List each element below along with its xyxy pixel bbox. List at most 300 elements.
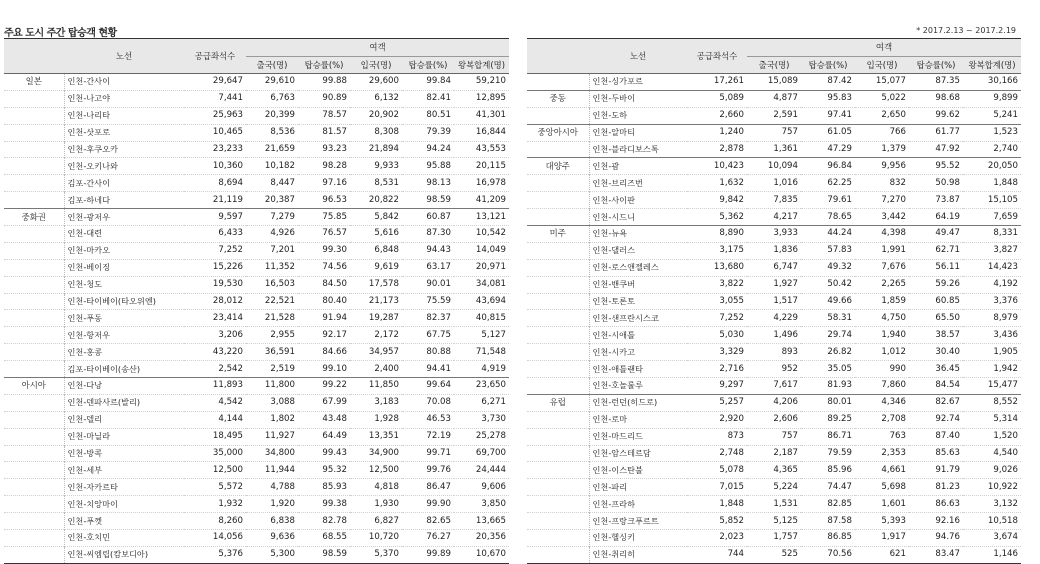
value-cell: 18,495 xyxy=(212,431,243,442)
value-cell: 952 xyxy=(781,363,798,374)
value-cell: 99.84 xyxy=(426,76,451,87)
table-row xyxy=(527,192,1021,209)
value-cell: 12,500 xyxy=(368,464,399,475)
value-cell: 95.83 xyxy=(801,90,855,107)
value-cell: 10,465 xyxy=(212,127,243,138)
header-round-total: 왕복합계(명) xyxy=(963,57,1021,74)
value-cell: 99.10 xyxy=(322,363,347,374)
value-cell: 4,750 xyxy=(881,312,906,323)
table-row xyxy=(4,158,509,175)
value-cell: 25,963 xyxy=(212,110,243,121)
table-row xyxy=(4,378,509,395)
value-cell: 20,399 xyxy=(264,110,295,121)
value-cell: 13,665 xyxy=(475,515,506,526)
value-cell: 74.56 xyxy=(322,262,347,273)
value-cell: 90.01 xyxy=(426,279,451,290)
table-row xyxy=(4,411,509,428)
value-cell: 3,730 xyxy=(481,414,506,425)
value-cell: 832 xyxy=(889,177,906,188)
value-cell: 3,088 xyxy=(270,397,295,408)
value-cell: 2,708 xyxy=(881,414,906,425)
value-cell: 17,261 xyxy=(713,76,744,87)
value-cell: 893 xyxy=(781,346,798,357)
value-cell: 61.77 xyxy=(909,124,963,141)
value-cell: 75.59 xyxy=(426,296,451,307)
value-cell: 10,094 xyxy=(747,158,801,175)
header-depart: 출국(명) xyxy=(747,57,801,74)
value-cell: 2,878 xyxy=(719,144,744,154)
value-cell: 21,528 xyxy=(264,312,295,323)
value-cell: 2,353 xyxy=(881,448,906,459)
route-cell: 인천-런던(히드로) xyxy=(589,394,687,411)
value-cell: 5,393 xyxy=(881,515,906,526)
value-cell: 86.85 xyxy=(827,532,852,543)
route-cell: 김포-간사이 xyxy=(64,175,184,192)
value-cell: 1,757 xyxy=(773,532,798,543)
value-cell: 757 xyxy=(747,124,801,141)
value-cell: 34,957 xyxy=(368,346,399,357)
value-cell: 80.88 xyxy=(426,346,451,357)
value-cell: 1,146 xyxy=(993,549,1018,560)
table-row xyxy=(4,479,509,496)
table-row xyxy=(527,124,1021,141)
value-cell: 4,661 xyxy=(881,464,906,475)
value-cell: 20,115 xyxy=(475,160,506,171)
value-cell: 46.53 xyxy=(426,414,451,425)
value-cell: 1,920 xyxy=(270,498,295,509)
value-cell: 3,132 xyxy=(993,498,1018,509)
value-cell: 1,240 xyxy=(687,124,747,141)
value-cell: 5,257 xyxy=(687,394,747,411)
value-cell: 89.25 xyxy=(827,414,852,425)
value-cell: 15,477 xyxy=(987,380,1018,391)
value-cell: 8,531 xyxy=(374,177,399,188)
value-cell: 29.74 xyxy=(827,329,852,340)
value-cell: 1,942 xyxy=(993,363,1018,374)
table-row xyxy=(527,546,1021,563)
value-cell: 91.94 xyxy=(322,312,347,323)
route-cell: 인천-시드니 xyxy=(589,209,687,226)
value-cell: 7,252 xyxy=(719,312,744,323)
value-cell: 67.75 xyxy=(426,329,451,340)
route-cell: 인천-괌 xyxy=(589,158,687,175)
value-cell: 9,933 xyxy=(374,160,399,171)
value-cell: 62.25 xyxy=(827,177,852,188)
table-row xyxy=(4,192,509,209)
value-cell: 10,922 xyxy=(987,481,1018,492)
table-row xyxy=(527,428,1021,445)
region-label: 대양주 xyxy=(527,158,589,175)
value-cell: 20,050 xyxy=(963,158,1021,175)
right-table-body xyxy=(527,74,1021,564)
value-cell: 76.57 xyxy=(322,228,347,239)
header-arrive-rate: 탑승률(%) xyxy=(402,57,454,74)
table-row xyxy=(4,496,509,513)
value-cell: 9,899 xyxy=(963,90,1021,107)
value-cell: 25,278 xyxy=(475,431,506,442)
value-cell: 4,229 xyxy=(773,312,798,323)
value-cell: 9,606 xyxy=(481,481,506,492)
value-cell: 4,540 xyxy=(993,448,1018,459)
value-cell: 92.17 xyxy=(322,329,347,340)
value-cell: 11,850 xyxy=(350,378,402,395)
value-cell: 5,362 xyxy=(719,211,744,222)
value-cell: 3,850 xyxy=(481,498,506,509)
value-cell: 82.41 xyxy=(426,93,451,104)
value-cell: 84.50 xyxy=(322,279,347,290)
value-cell: 78.65 xyxy=(827,211,852,222)
value-cell: 29,600 xyxy=(368,76,399,87)
value-cell: 67.99 xyxy=(322,397,347,408)
table-row xyxy=(4,546,509,563)
value-cell: 87.58 xyxy=(827,515,852,526)
table-row xyxy=(527,361,1021,378)
date-range: * 2017.2.13 ~ 2017.2.19 xyxy=(916,26,1016,35)
value-cell: 10,542 xyxy=(475,228,506,239)
value-cell: 34,800 xyxy=(264,448,295,459)
region-label: 중화권 xyxy=(4,209,64,226)
table-row xyxy=(4,175,509,192)
value-cell: 47.29 xyxy=(827,144,852,154)
route-cell: 인천-호놀룰루 xyxy=(589,378,687,395)
value-cell: 64.49 xyxy=(322,431,347,442)
route-cell: 인천-나고야 xyxy=(64,90,184,107)
value-cell: 11,927 xyxy=(264,431,295,442)
value-cell: 14,056 xyxy=(212,532,243,543)
value-cell: 7,441 xyxy=(218,93,243,104)
value-cell: 59.26 xyxy=(935,279,960,290)
route-cell: 인천-시카고 xyxy=(589,344,687,361)
value-cell: 5,616 xyxy=(374,228,399,239)
value-cell: 21,173 xyxy=(368,296,399,307)
value-cell: 40,815 xyxy=(475,312,506,323)
route-cell: 인천-광저우 xyxy=(64,209,184,226)
value-cell: 85.93 xyxy=(322,481,347,492)
value-cell: 3,055 xyxy=(719,296,744,307)
value-cell: 83.47 xyxy=(935,549,960,560)
value-cell: 9,597 xyxy=(184,209,246,226)
value-cell: 7,676 xyxy=(881,262,906,273)
value-cell: 30,166 xyxy=(987,76,1018,87)
value-cell: 23,650 xyxy=(454,378,509,395)
route-cell: 인천-싱가포르 xyxy=(589,74,687,91)
value-cell: 621 xyxy=(889,549,906,560)
value-cell: 2,023 xyxy=(719,532,744,543)
value-cell: 81.93 xyxy=(827,380,852,391)
value-cell: 26.82 xyxy=(827,346,852,357)
value-cell: 5,030 xyxy=(719,329,744,340)
value-cell: 6,433 xyxy=(218,228,243,239)
value-cell: 766 xyxy=(855,124,909,141)
route-cell: 인천-마드리드 xyxy=(589,428,687,445)
table-row xyxy=(527,378,1021,395)
table-row xyxy=(527,327,1021,344)
value-cell: 3,175 xyxy=(719,245,744,256)
value-cell: 24,444 xyxy=(475,464,506,475)
value-cell: 29,610 xyxy=(264,76,295,87)
value-cell: 1,917 xyxy=(881,532,906,543)
value-cell: 1,012 xyxy=(881,346,906,357)
value-cell: 11,944 xyxy=(264,464,295,475)
value-cell: 63.17 xyxy=(426,262,451,273)
value-cell: 9,297 xyxy=(719,380,744,391)
table-row xyxy=(527,175,1021,192)
value-cell: 44.24 xyxy=(801,226,855,243)
value-cell: 10,720 xyxy=(368,532,399,543)
value-cell: 4,877 xyxy=(747,90,801,107)
value-cell: 10,670 xyxy=(475,549,506,560)
value-cell: 5,698 xyxy=(881,481,906,492)
value-cell: 525 xyxy=(781,549,798,560)
value-cell: 5,022 xyxy=(855,90,909,107)
route-cell: 인천-치앙마이 xyxy=(64,496,184,513)
value-cell: 6,132 xyxy=(374,93,399,104)
table-row xyxy=(4,462,509,479)
route-cell: 인천-도하 xyxy=(589,107,687,124)
value-cell: 2,606 xyxy=(773,414,798,425)
value-cell: 56.11 xyxy=(935,262,960,273)
value-cell: 80.01 xyxy=(801,394,855,411)
value-cell: 49.66 xyxy=(827,296,852,307)
value-cell: 93.23 xyxy=(322,144,347,154)
value-cell: 7,659 xyxy=(993,211,1018,222)
value-cell: 4,217 xyxy=(773,211,798,222)
value-cell: 86.47 xyxy=(426,481,451,492)
route-cell: 인천-호치민 xyxy=(64,530,184,547)
value-cell: 60.85 xyxy=(935,296,960,307)
route-cell: 인천-방콕 xyxy=(64,445,184,462)
table-row xyxy=(4,124,509,141)
value-cell: 57.83 xyxy=(827,245,852,256)
value-cell: 2,650 xyxy=(881,110,906,121)
value-cell: 84.66 xyxy=(322,346,347,357)
value-cell: 35.05 xyxy=(827,363,852,374)
value-cell: 8,447 xyxy=(270,177,295,188)
route-cell: 김포-타이베이(송산) xyxy=(64,361,184,378)
value-cell: 85.96 xyxy=(827,464,852,475)
header-passengers: 여객 xyxy=(246,39,509,57)
value-cell: 10,360 xyxy=(212,160,243,171)
value-cell: 64.19 xyxy=(935,211,960,222)
value-cell: 9,619 xyxy=(374,262,399,273)
value-cell: 5,852 xyxy=(719,515,744,526)
value-cell: 65.50 xyxy=(935,312,960,323)
value-cell: 99.62 xyxy=(935,110,960,121)
value-cell: 14,423 xyxy=(987,262,1018,273)
value-cell: 3,376 xyxy=(993,296,1018,307)
route-cell: 인천-청도 xyxy=(64,276,184,293)
value-cell: 19,287 xyxy=(368,312,399,323)
value-cell: 5,314 xyxy=(993,414,1018,425)
value-cell: 76.27 xyxy=(426,532,451,543)
route-cell: 인천-브리즈번 xyxy=(589,175,687,192)
page-title: 주요 도시 주간 탑승객 현황 xyxy=(4,28,117,39)
value-cell: 4,192 xyxy=(993,279,1018,290)
value-cell: 71,548 xyxy=(475,346,506,357)
value-cell: 1,496 xyxy=(773,329,798,340)
table-row xyxy=(4,141,509,158)
value-cell: 74.47 xyxy=(827,481,852,492)
route-cell: 인천-뉴욕 xyxy=(589,226,687,243)
value-cell: 1,802 xyxy=(270,414,295,425)
route-cell: 인천-삿포로 xyxy=(64,124,184,141)
route-cell: 인천-간사이 xyxy=(64,74,184,91)
value-cell: 5,241 xyxy=(993,110,1018,121)
value-cell: 82.65 xyxy=(426,515,451,526)
left-table-body xyxy=(4,74,509,564)
value-cell: 94.43 xyxy=(426,245,451,256)
header-depart-rate: 탑승률(%) xyxy=(801,57,855,74)
value-cell: 85.63 xyxy=(935,448,960,459)
route-cell: 인천-애틀랜타 xyxy=(589,361,687,378)
value-cell: 9,956 xyxy=(855,158,909,175)
left-passenger-table xyxy=(4,38,509,564)
value-cell: 34,081 xyxy=(475,279,506,290)
value-cell: 4,144 xyxy=(218,414,243,425)
value-cell: 80.51 xyxy=(426,110,451,121)
route-cell: 인천-로스앤젤레스 xyxy=(589,259,687,276)
value-cell: 97.16 xyxy=(322,177,347,188)
value-cell: 75.85 xyxy=(298,209,350,226)
value-cell: 20,822 xyxy=(368,194,399,205)
value-cell: 21,119 xyxy=(212,194,243,205)
value-cell: 7,860 xyxy=(881,380,906,391)
value-cell: 22,521 xyxy=(264,296,295,307)
value-cell: 11,893 xyxy=(184,378,246,395)
value-cell: 1,016 xyxy=(773,177,798,188)
value-cell: 82.37 xyxy=(426,312,451,323)
value-cell: 16,978 xyxy=(475,177,506,188)
route-cell: 인천-나리타 xyxy=(64,107,184,124)
value-cell: 4,919 xyxy=(481,363,506,374)
value-cell: 1,991 xyxy=(881,245,906,256)
route-cell: 인천-취리히 xyxy=(589,546,687,563)
value-cell: 1,379 xyxy=(881,144,906,154)
route-cell: 인천-파리 xyxy=(589,479,687,496)
value-cell: 43,553 xyxy=(475,144,506,154)
value-cell: 12,895 xyxy=(475,93,506,104)
route-cell: 인천-헬싱키 xyxy=(589,530,687,547)
value-cell: 6,848 xyxy=(374,245,399,256)
route-cell: 인천-알마티 xyxy=(589,124,687,141)
value-cell: 2,740 xyxy=(993,144,1018,154)
table-row xyxy=(527,209,1021,226)
value-cell: 20,902 xyxy=(368,110,399,121)
value-cell: 23,233 xyxy=(212,144,243,154)
route-cell: 인천-후쿠오카 xyxy=(64,141,184,158)
value-cell: 11,800 xyxy=(246,378,298,395)
value-cell: 98.13 xyxy=(426,177,451,188)
value-cell: 5,572 xyxy=(218,481,243,492)
value-cell: 1,932 xyxy=(218,498,243,509)
value-cell: 2,542 xyxy=(218,363,243,374)
table-row xyxy=(527,259,1021,276)
value-cell: 41,209 xyxy=(475,194,506,205)
header-depart: 출국(명) xyxy=(246,57,298,74)
value-cell: 3,933 xyxy=(747,226,801,243)
value-cell: 757 xyxy=(781,431,798,442)
table-row xyxy=(527,411,1021,428)
table-row xyxy=(4,344,509,361)
value-cell: 1,848 xyxy=(719,498,744,509)
value-cell: 5,078 xyxy=(719,464,744,475)
value-cell: 4,818 xyxy=(374,481,399,492)
value-cell: 8,260 xyxy=(218,515,243,526)
value-cell: 20,356 xyxy=(475,532,506,543)
table-row xyxy=(527,479,1021,496)
table-row xyxy=(4,90,509,107)
value-cell: 12,500 xyxy=(212,464,243,475)
value-cell: 98.68 xyxy=(909,90,963,107)
value-cell: 2,519 xyxy=(270,363,295,374)
value-cell: 4,206 xyxy=(747,394,801,411)
value-cell: 99.88 xyxy=(322,76,347,87)
value-cell: 8,331 xyxy=(963,226,1021,243)
value-cell: 4,365 xyxy=(773,464,798,475)
value-cell: 20,387 xyxy=(264,194,295,205)
value-cell: 3,329 xyxy=(719,346,744,357)
value-cell: 9,842 xyxy=(719,194,744,205)
value-cell: 1,520 xyxy=(993,431,1018,442)
table-row xyxy=(527,445,1021,462)
value-cell: 14,049 xyxy=(475,245,506,256)
value-cell: 91.79 xyxy=(935,464,960,475)
value-cell: 96.53 xyxy=(322,194,347,205)
value-cell: 6,747 xyxy=(773,262,798,273)
value-cell: 1,836 xyxy=(773,245,798,256)
value-cell: 3,436 xyxy=(993,329,1018,340)
value-cell: 99.22 xyxy=(298,378,350,395)
table-row xyxy=(4,530,509,547)
value-cell: 99.43 xyxy=(322,448,347,459)
value-cell: 94.41 xyxy=(426,363,451,374)
value-cell: 94.24 xyxy=(426,144,451,154)
value-cell: 98.28 xyxy=(322,160,347,171)
value-cell: 98.59 xyxy=(426,194,451,205)
value-cell: 8,694 xyxy=(218,177,243,188)
value-cell: 16,844 xyxy=(475,127,506,138)
value-cell: 82.85 xyxy=(827,498,852,509)
table-row xyxy=(527,90,1021,107)
value-cell: 82.67 xyxy=(909,394,963,411)
value-cell: 2,660 xyxy=(719,110,744,121)
header-depart-rate: 탑승률(%) xyxy=(298,57,350,74)
value-cell: 4,788 xyxy=(270,481,295,492)
value-cell: 29,647 xyxy=(212,76,243,87)
value-cell: 43,694 xyxy=(475,296,506,307)
header-route: 노선 xyxy=(589,39,687,74)
value-cell: 49.32 xyxy=(827,262,852,273)
value-cell: 49.47 xyxy=(909,226,963,243)
value-cell: 2,187 xyxy=(773,448,798,459)
route-cell: 인천-대련 xyxy=(64,226,184,243)
value-cell: 43.48 xyxy=(322,414,347,425)
value-cell: 41,301 xyxy=(475,110,506,121)
value-cell: 4,926 xyxy=(270,228,295,239)
value-cell: 97.41 xyxy=(827,110,852,121)
value-cell: 99.90 xyxy=(426,498,451,509)
value-cell: 1,905 xyxy=(993,346,1018,357)
table-row xyxy=(527,74,1021,91)
value-cell: 36,591 xyxy=(264,346,295,357)
value-cell: 84.54 xyxy=(935,380,960,391)
value-cell: 5,127 xyxy=(481,329,506,340)
value-cell: 95.32 xyxy=(322,464,347,475)
value-cell: 2,591 xyxy=(773,110,798,121)
route-cell: 인천-댈러스 xyxy=(589,242,687,259)
value-cell: 21,894 xyxy=(368,144,399,154)
value-cell: 1,361 xyxy=(773,144,798,154)
